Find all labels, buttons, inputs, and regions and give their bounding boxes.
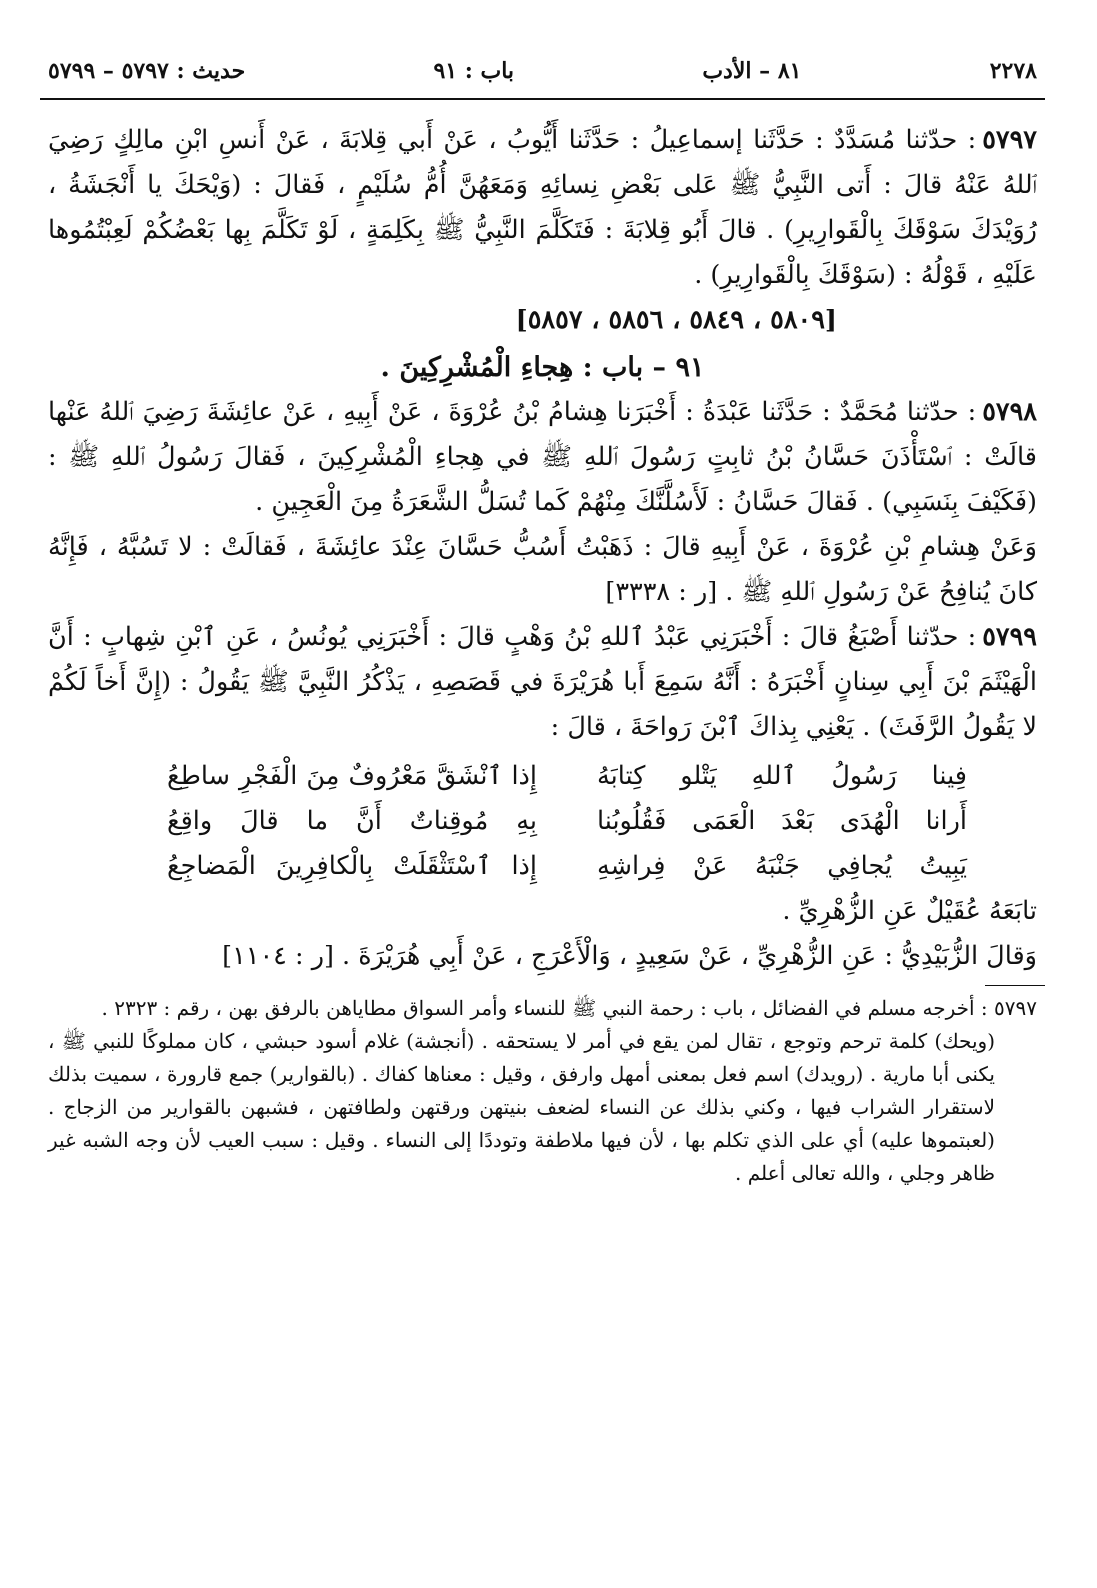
poem-hemistich-second: إِذا ٱنْشَقَّ مَعْرُوفٌ مِنَ الْفَجْرِ ساطِعُ [167,761,537,791]
hadith-5798-continuation: وَعَنْ هِشامِ بْنِ عُرْوَةَ ، عَنْ أَبِيهِ قالَ : ذَهَبْتُ أَسُبُّ حَسَّانَ عِنْدَ عائِشَةَ ، فَقالَتْ : لا تَسُبَّهُ ، فَإِنَّهُ كانَ يُنافِحُ عَنْ رَسُولِ ٱللهِ ﷺ . [ر : ٣٣٣٨] [48,532,1037,607]
footnote-explanation: (ويحك) كلمة ترحم وتوجع ، تقال لمن يقع في أمر لا يستحقه . (أنجشة) غلام أسود حبشي ، كان مملوكًا للنبي ﷺ ، يكنى أبا مارية . (رويدك) اسم فعل بمعنى أمهل وارفق ، وقيل : معناها كفاك . (بالقوارير) جمع قارورة ، سميت بذلك لاستقرار الشراب فيها ، وكني بذلك عن النساء لضعف بنيتهن ورقتهن ولطافتهن ، فشبهن بالقوارير من الزجاج . (لعبتموها عليه) أي على الذي تكلم بها ، لأن فيها ملاطفة وتوددًا إلى النساء . وقيل : سبب العيب لأن وجه الشبه غير ظاهر وجلي ، والله تعالى أعلم . [48,1029,995,1185]
footnote-separator [985,985,1045,986]
poem-verse [48,799,967,844]
hadith-number: ٥٧٩٨ [982,397,1037,427]
poem-hemistich-first: يَبِيتُ يُجافِي جَنْبَهُ عَنْ فِراشِهِ [597,851,967,881]
hadith-5797 [48,118,1037,298]
footnote-5797 [48,992,1037,1025]
hadith-5799-narration-note: وَقالَ الزُّبَيْدِيُّ : عَنِ الزُّهْرِيِّ ، عَنْ سَعِيدٍ ، وَالْأَعْرَجِ ، عَنْ أَبِي هُرَيْرَةَ . [ر : ١١٠٤] [222,941,1037,971]
footnote-number: ٥٧٩٧ [994,996,1037,1020]
hadith-5798 [48,390,1037,525]
hadith-5799-followup: تابَعَهُ عُقَيْلٌ عَنِ الزُّهْرِيِّ . [782,896,1037,926]
hadith-5799 [48,615,1037,750]
hadith-number: ٥٧٩٧ [982,125,1037,155]
hadith-number: ٥٧٩٩ [982,622,1037,652]
running-header [40,50,1045,100]
poem-hemistich-first: أَرانا الْهُدَى بَعْدَ الْعَمَى فَقُلُوبُنا [597,806,967,836]
hadith-range: حديث : ٥٧٩٧ – ٥٧٩٩ [48,58,246,84]
chapter-heading: ٩١ – باب : هِجاءِ الْمُشْرِكِينَ . [380,352,705,383]
footnotes [40,992,1045,1190]
main-text [40,100,1045,979]
page-number: ٢٢٧٨ [989,58,1037,84]
poem-verse [48,844,967,889]
footnote-source: : أخرجه مسلم في الفضائل ، باب : رحمة النبي ﷺ للنساء وأمر السواق مطاياهن بالرفق بهن ، رقم : ٢٣٢٣ . [101,996,988,1020]
cross-references: [٥٨٠٩ ، ٥٨٤٩ ، ٥٨٥٦ ، ٥٨٥٧] [515,305,837,335]
hadith-text: : حدّثنا أَصْبَغُ قالَ : أَخْبَرَنِي عَبْدُ ٱللهِ بْنُ وَهْبٍ قالَ : أَخْبَرَنِي يُونُسُ ، عَنِ ٱبْنِ شِهابٍ : أَنَّ الْهَيْثَمَ بْنَ أَبِي سِنانٍ أَخْبَرَهُ : أَنَّهُ سَمِعَ أَبا هُرَيْرَةَ في قَصَصِهِ ، يَذْكُرُ النَّبِيَّ ﷺ يَقُولُ : (إِنَّ أَخاً لَكُمْ لا يَقُولُ الرَّفَثَ) . يَعْنِي بِذاكَ ٱبْنَ رَواحَةَ ، قالَ : [48,622,1037,742]
chapter-reference: باب : ٩١ [433,58,515,84]
hadith-text: : حدّثنا مُسَدَّدٌ : حَدَّثَنا إسماعِيلُ : حَدَّثَنا أَيُّوبُ ، عَنْ أَبي قِلابَةَ ، عَنْ أَنسِ ابْنِ مالِكٍ رَضِيَ ٱللهُ عَنْهُ قالَ : أَتى النَّبِيُّ ﷺ عَلى بَعْضِ نِسائِهِ وَمَعَهُنَّ أُمُّ سُلَيْمٍ ، فَقالَ : (وَيْحَكَ يا أَنْجَشَةُ ، رُوَيْدَكَ سَوْقَكَ بِالْقَوارِيرِ) . قالَ أَبُو قِلابَةَ : فَتَكَلَّمَ النَّبِيُّ ﷺ بِكَلِمَةٍ ، لَوْ تَكَلَّمَ بِها بَعْضُكُمْ لَعِبْتُمُوها عَلَيْهِ ، قَوْلُهُ : (سَوْقَكَ بِالْقَوارِيرِ) . [48,125,1037,290]
book-title: ٨١ – الأدب [702,58,802,84]
hadith-text: : حدّثنا مُحَمَّدٌ : حَدَّثَنا عَبْدَةُ : أَخْبَرَنا هِشامُ بْنُ عُرْوَةَ ، عَنْ أَبِيهِ ، عَنْ عائِشَةَ رَضِيَ ٱللهُ عَنْها قالَتْ : ٱسْتَأْذَنَ حَسَّانُ بْنُ ثابِتٍ رَسُولَ ٱللهِ ﷺ في هِجاءِ الْمُشْرِكِينَ ، فَقالَ رَسُولُ ٱللهِ ﷺ : (فَكَيْفَ بِنَسَبِي) . فَقالَ حَسَّانُ : لَأَسُلَّنَّكَ مِنْهُمْ كَما تُسَلُّ الشَّعَرَةُ مِنَ الْعَجِينِ . [48,397,1037,517]
poem [48,754,1037,889]
poem-hemistich-second: بِهِ مُوقِناتٌ أَنَّ ما قالَ واقِعُ [167,806,537,836]
poem-verse [48,754,967,799]
poem-hemistich-first: فِينا رَسُولُ ٱللهِ يَتْلو كِتابَهُ [597,761,967,791]
book-page [40,50,1045,1190]
poem-hemistich-second: إِذا ٱسْتَثْقَلَتْ بِالْكافِرِينَ الْمَضاجِعُ [167,851,537,881]
